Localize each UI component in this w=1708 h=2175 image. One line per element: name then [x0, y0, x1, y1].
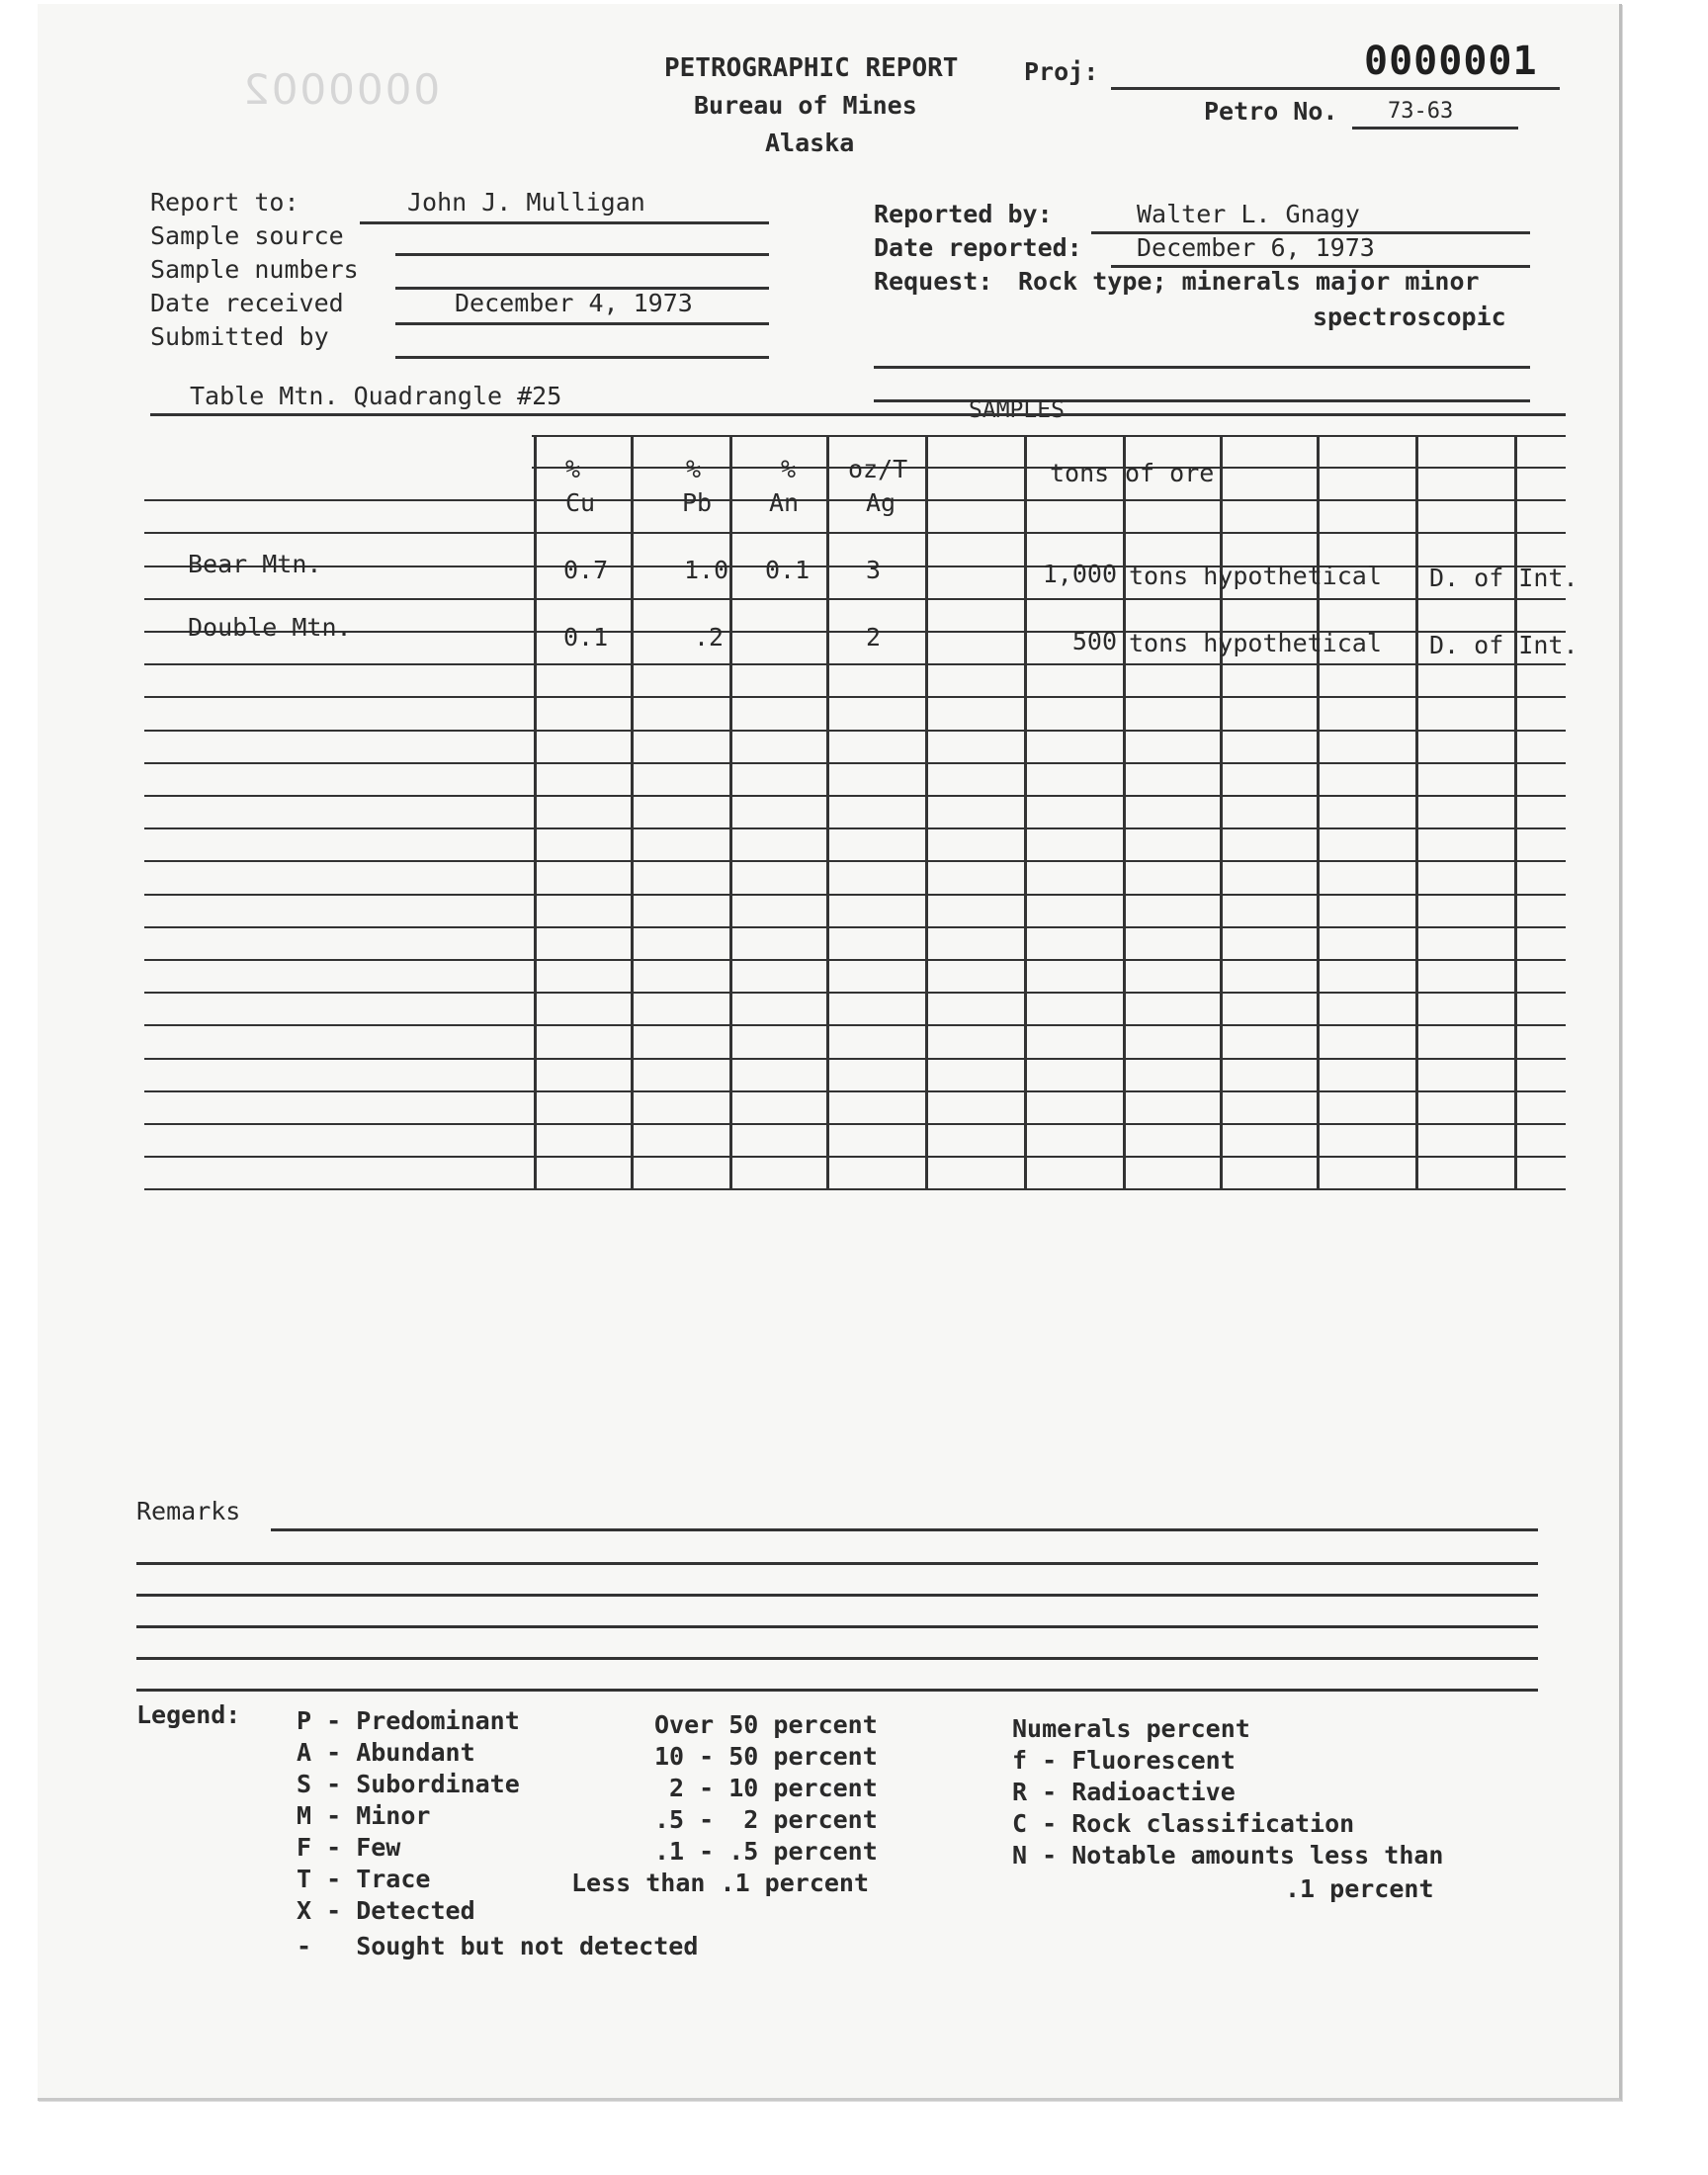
table-row-rule	[144, 795, 1566, 797]
table-row-rule	[144, 1024, 1566, 1026]
proj-label: Proj:	[1024, 57, 1099, 86]
sample-numbers-label: Sample numbers	[150, 255, 359, 284]
petro-label: Petro No.	[1204, 97, 1338, 126]
header-pb-top: %	[686, 455, 702, 483]
table-column-rule	[1317, 437, 1320, 1190]
samples-label: SAMPLES	[969, 397, 1065, 423]
legend-range: 2 - 10 percent	[654, 1774, 878, 1802]
table-row-rule	[144, 860, 1566, 862]
table-row-rule	[144, 992, 1566, 994]
legend-note: N - Notable amounts less than	[1012, 1841, 1444, 1870]
legend-item: F - Few	[297, 1833, 401, 1862]
request-label: Request:	[874, 267, 993, 296]
bureau-name: Bureau of Mines	[694, 91, 917, 120]
state-name: Alaska	[765, 129, 855, 157]
petro-number: 73-63	[1388, 99, 1454, 124]
header-ag: Ag	[866, 488, 897, 517]
legend-range: .1 - .5 percent	[654, 1837, 878, 1866]
legend-note: f - Fluorescent	[1012, 1746, 1236, 1775]
row-an: 0.1	[765, 556, 811, 584]
request-continued: spectroscopic	[1313, 303, 1506, 331]
legend-range: Over 50 percent	[654, 1710, 878, 1739]
header-cu-top: %	[565, 455, 581, 483]
remarks-line	[136, 1657, 1538, 1660]
legend-item: P - Predominant	[297, 1706, 520, 1735]
table-column-rule	[826, 437, 829, 1190]
legend-range: 10 - 50 percent	[654, 1742, 878, 1771]
header-an-top: %	[781, 455, 797, 483]
table-row-rule	[144, 598, 1566, 600]
table-top-rule	[150, 413, 1566, 416]
row-ag: 2	[866, 623, 882, 652]
stamp-number: 0000001	[1364, 39, 1538, 84]
row-desc: tons hypothetical	[1129, 562, 1382, 590]
sample-source-label: Sample source	[150, 221, 344, 250]
row-cu: 0.1	[563, 623, 609, 652]
table-row-rule	[144, 663, 1566, 665]
header-ag-top: oz/T	[848, 455, 908, 483]
table-row-rule	[144, 532, 1566, 534]
legend-note: R - Radioactive	[1012, 1778, 1236, 1806]
remarks-line	[136, 1562, 1538, 1565]
header-an: An	[769, 488, 800, 517]
reported-by-label: Reported by:	[874, 200, 1053, 228]
table-row-rule	[144, 1058, 1566, 1060]
table-column-rule	[729, 437, 732, 1190]
row-desc: tons hypothetical	[1129, 629, 1382, 657]
table-caption: Table Mtn. Quadrangle #25	[190, 382, 562, 410]
report-to-label: Report to:	[150, 188, 299, 217]
table-row-rule	[144, 1090, 1566, 1092]
header-of-ore: of ore	[1125, 459, 1215, 487]
legend-item: S - Subordinate	[297, 1770, 520, 1798]
table-row-rule	[144, 730, 1566, 732]
submitted-by-line	[395, 356, 769, 359]
row-source: D. of Int.	[1429, 564, 1579, 592]
row-pb: .2	[694, 623, 725, 652]
table-column-rule	[631, 437, 634, 1190]
table-row-rule	[144, 499, 1566, 501]
header-tons: tons	[1050, 459, 1110, 487]
table-row-rule	[144, 1156, 1566, 1158]
table-row-rule	[144, 1123, 1566, 1125]
legend-note: Numerals percent	[1012, 1714, 1250, 1743]
request-value: Rock type; minerals major minor	[1018, 267, 1480, 296]
header-cu: Cu	[565, 488, 596, 517]
table-column-rule	[1415, 437, 1418, 1190]
legend-label: Legend:	[136, 1700, 241, 1729]
table-row-rule	[144, 894, 1566, 896]
row-ag: 3	[866, 556, 882, 584]
remarks-line	[136, 1594, 1538, 1597]
report-page	[38, 4, 1622, 2101]
row-tons: 500	[1071, 627, 1117, 655]
table-row-rule	[144, 959, 1566, 961]
reported-by-value: Walter L. Gnagy	[1137, 200, 1360, 228]
table-column-rule	[925, 437, 928, 1190]
legend-range: Less than .1 percent	[571, 1869, 870, 1897]
legend-item: - Sought but not detected	[297, 1932, 699, 1960]
legend-item: M - Minor	[297, 1801, 431, 1830]
legend-item: T - Trace	[297, 1865, 431, 1893]
remarks-line	[136, 1625, 1538, 1628]
header-pb: Pb	[682, 488, 713, 517]
petro-line	[1352, 127, 1518, 130]
legend-item: A - Abundant	[297, 1738, 475, 1767]
remarks-label: Remarks	[136, 1497, 241, 1525]
remarks-line	[271, 1528, 1538, 1531]
date-reported-label: Date reported:	[874, 233, 1082, 262]
remarks-line	[136, 1689, 1538, 1692]
ghost-number: 0000002	[241, 65, 441, 114]
table-row-rule	[144, 762, 1566, 764]
report-title: PETROGRAPHIC REPORT	[664, 53, 959, 83]
row-name: Double Mtn.	[188, 613, 352, 642]
table-column-rule	[1514, 437, 1517, 1190]
table-column-rule	[1123, 437, 1126, 1190]
request-line-1	[874, 366, 1530, 369]
submitted-by-label: Submitted by	[150, 322, 329, 351]
date-received-line	[395, 322, 769, 325]
table-column-rule	[534, 437, 537, 1190]
date-received-label: Date received	[150, 289, 344, 317]
legend-note: C - Rock classification	[1012, 1809, 1355, 1838]
row-cu: 0.7	[563, 556, 609, 584]
report-to-line	[360, 221, 769, 224]
row-source: D. of Int.	[1429, 631, 1579, 659]
table-column-rule	[1024, 437, 1027, 1190]
legend-note: .1 percent	[1285, 1874, 1434, 1903]
legend-item: X - Detected	[297, 1896, 475, 1925]
table-row-rule	[144, 827, 1566, 829]
row-pb: 1.0	[684, 556, 729, 584]
table-header-rule	[532, 435, 1566, 437]
table-row-rule	[144, 1188, 1566, 1190]
report-to-value: John J. Mulligan	[407, 188, 645, 217]
date-received-value: December 4, 1973	[455, 289, 693, 317]
row-tons: 1,000	[1042, 560, 1117, 588]
table-row-rule	[144, 926, 1566, 928]
sample-source-line	[395, 253, 769, 256]
table-column-rule	[1220, 437, 1223, 1190]
row-name: Bear Mtn.	[188, 550, 322, 578]
legend-range: .5 - 2 percent	[654, 1805, 878, 1834]
proj-line	[1111, 87, 1560, 90]
table-row-rule	[144, 696, 1566, 698]
date-reported-value: December 6, 1973	[1137, 233, 1375, 262]
